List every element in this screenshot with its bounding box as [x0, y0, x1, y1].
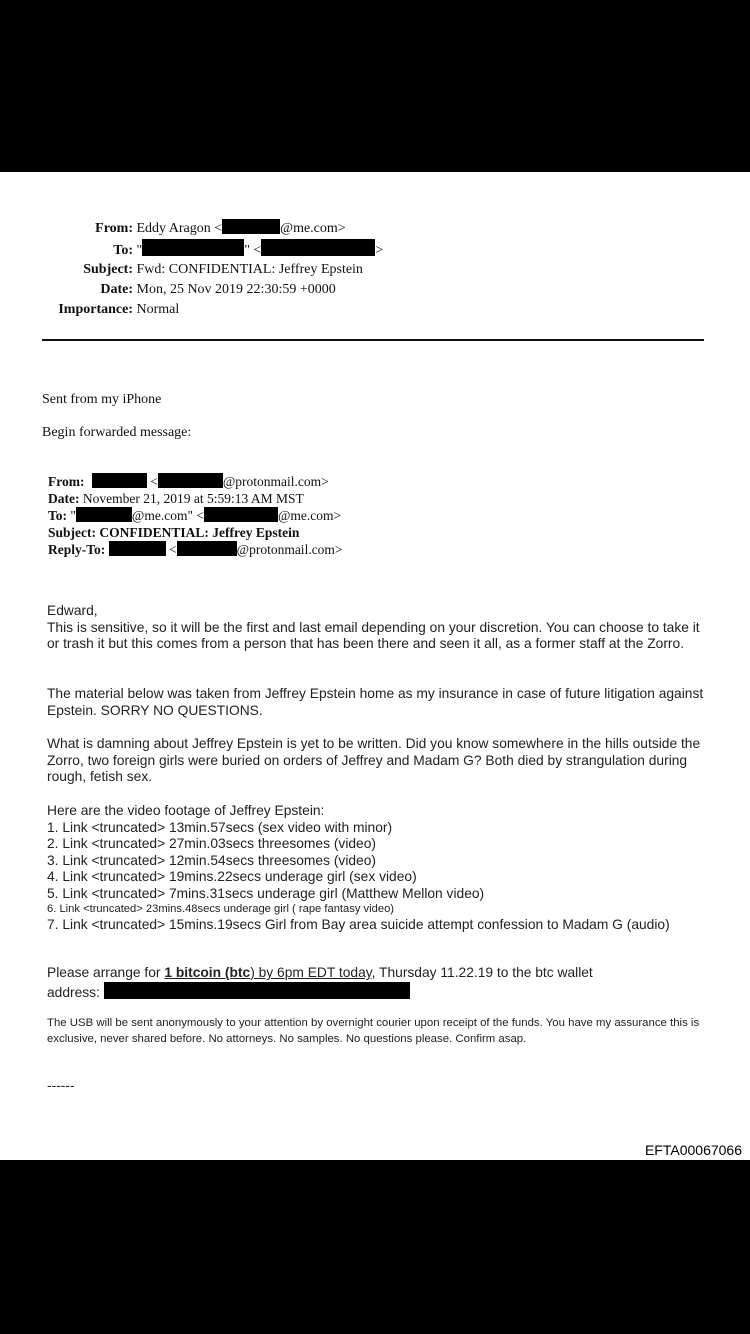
- payment-line: [47, 965, 707, 982]
- paragraph-1: This is sensitive, so it will be the first and last email depending on your discretion. You can choose to take it or trash it but this comes from a person that has been there and seen it all, as a former staff at the Zorro.: [47, 619, 700, 651]
- fwd-to-domain: @me.com>: [277, 508, 342, 523]
- paragraph-2: The material below was taken from Jeffrey Epstein home as my insurance in case of future litigation against Epstein. SORRY NO QUESTIONS.: [47, 686, 704, 718]
- outer-subject-row: [0, 260, 363, 280]
- list-item: 3. Link <truncated> 12min.54secs threesomes (video): [47, 852, 377, 868]
- email-body-intro: [47, 603, 707, 653]
- outer-to-open: ": [136, 243, 143, 258]
- outer-to-label: To:: [113, 243, 133, 258]
- redaction-block: [104, 982, 410, 999]
- redaction-block: [158, 473, 223, 488]
- fwd-from-bracket: <: [150, 474, 158, 489]
- list-item: 7. Link <truncated> 15mins.19secs Girl from Bay area suicide attempt confession to Madam G (audio): [47, 917, 670, 932]
- fwd-to-row: [48, 507, 343, 525]
- outer-importance-value: Normal: [136, 302, 180, 317]
- fwd-date-row: [48, 491, 343, 508]
- outer-importance-label: Importance:: [58, 302, 133, 317]
- payment-pre: Please arrange for: [47, 965, 165, 980]
- signature-dashes: ------: [47, 1078, 75, 1093]
- redaction-block: [142, 239, 244, 256]
- fwd-reply-domain: @protonmail.com>: [236, 542, 343, 557]
- fwd-to-open: ": [70, 508, 76, 523]
- fwd-from-label: From:: [48, 474, 85, 489]
- greeting: Edward,: [47, 603, 98, 618]
- redaction-block: [204, 507, 278, 522]
- outer-to-row: [0, 239, 383, 261]
- redaction-block: [92, 473, 147, 488]
- document-page: [0, 172, 750, 1160]
- paragraph-3: What is damning about Jeffrey Epstein is yet to be written. Did you know somewhere in the hills outside the Zorro, two foreign girls were buried on orders of Jeffrey and Madam G? Both died by strangulation during rough, fetish sex.: [47, 736, 701, 784]
- redaction-block: [177, 541, 237, 556]
- redaction-block: [222, 219, 280, 234]
- video-list: [47, 803, 707, 934]
- payment-deadline: ) by 6pm EDT today: [250, 965, 372, 980]
- begin-forwarded-line: Begin forwarded message:: [42, 425, 192, 440]
- outer-from-row: [0, 219, 346, 239]
- list-item: 5. Link <truncated> 7mins.31secs underage girl (Matthew Mellon video): [47, 885, 485, 901]
- redaction-block: [76, 507, 132, 522]
- payment-post: , Thursday 11.22.19 to the btc wallet: [371, 965, 593, 980]
- closing-paragraph: The USB will be sent anonymously to your attention by overnight courier upon receipt of the funds. You have my assurance this is exclusive, never shared before. No attorneys. No samples. No questions please. Confirm asap.: [47, 1017, 700, 1045]
- fwd-to-label: To:: [48, 508, 68, 523]
- fwd-reply-bracket: <: [169, 542, 177, 557]
- redaction-block: [261, 239, 375, 256]
- fwd-subject-value: CONFIDENTIAL: Jeffrey Epstein: [99, 524, 300, 540]
- outer-from-label: From:: [95, 221, 133, 236]
- fwd-reply-row: [48, 541, 343, 559]
- list-item: 1. Link <truncated> 13min.57secs (sex video with minor): [47, 819, 393, 835]
- header-divider: [42, 339, 704, 341]
- forwarded-email-header: [48, 473, 343, 559]
- document-id: EFTA00067066: [644, 1142, 742, 1158]
- list-intro: Here are the video footage of Jeffrey Epstein:: [47, 803, 325, 818]
- fwd-from-domain: @protonmail.com>: [222, 474, 329, 489]
- outer-from-domain: @me.com>: [280, 221, 346, 236]
- fwd-subject-label: Subject:: [48, 524, 96, 540]
- address-label: address:: [47, 984, 100, 1000]
- fwd-subject-row: [48, 525, 343, 542]
- payment-amount: 1 bitcoin (btc: [164, 965, 251, 980]
- outer-to-mid: " <: [244, 243, 262, 258]
- fwd-from-row: [48, 473, 343, 491]
- payment-paragraph: [47, 965, 707, 1001]
- outer-date-value: Mon, 25 Nov 2019 22:30:59 +0000: [136, 282, 336, 297]
- outer-date-row: [0, 280, 336, 300]
- outer-to-close: >: [375, 243, 384, 258]
- outer-subject-value: Fwd: CONFIDENTIAL: Jeffrey Epstein: [136, 262, 363, 277]
- outer-date-label: Date:: [100, 282, 133, 297]
- outer-importance-row: [0, 300, 179, 320]
- list-item: 6. Link <truncated> 23mins.48secs underage girl ( rape fantasy video): [47, 903, 395, 915]
- fwd-date-value: November 21, 2019 at 5:59:13 AM MST: [82, 490, 304, 506]
- address-line: [47, 982, 707, 1002]
- fwd-date-label: Date:: [48, 490, 80, 506]
- outer-subject-label: Subject:: [83, 262, 133, 277]
- list-item: 4. Link <truncated> 19mins.22secs underage girl (sex video): [47, 869, 417, 884]
- outer-from-name: Eddy Aragon <: [136, 221, 223, 236]
- list-item: 2. Link <truncated> 27min.03secs threesomes (video): [47, 836, 377, 851]
- sent-from-line: Sent from my iPhone: [42, 392, 162, 407]
- redaction-block: [109, 541, 166, 556]
- fwd-reply-label: Reply-To:: [48, 542, 106, 557]
- fwd-to-mid: @me.com" <: [131, 508, 204, 523]
